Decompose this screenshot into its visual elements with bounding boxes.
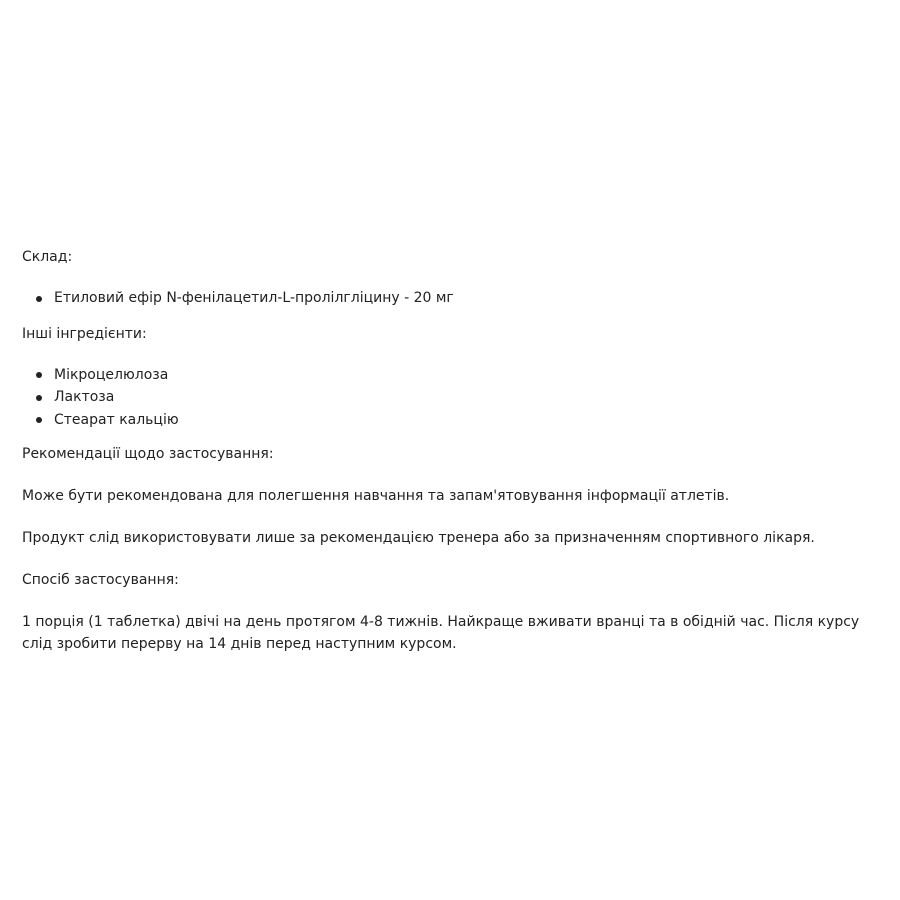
ingredient-label: Мікроцелюлоза [54, 366, 169, 383]
list-item [54, 409, 878, 432]
other-ingredients-list [22, 364, 878, 432]
usage-heading: Спосіб застосування: [22, 572, 179, 588]
product-description [22, 246, 878, 655]
ingredient-label: Стеарат кальцію [54, 411, 179, 428]
list-item [54, 386, 878, 409]
usage-paragraph: 1 порція (1 таблетка) двічі на день протягом 4-8 тижнів. Найкраще вживати вранці та в обідній час. Після курсу слід зробити перерву на 14 днів перед наступним курсом. [22, 614, 860, 652]
other-ingredients-heading: Інші інгредієнти: [22, 325, 147, 342]
recommendations-heading: Рекомендації щодо застосування: [22, 446, 274, 462]
recommendations-paragraph: Може бути рекомендована для полегшення навчання та запам'ятовування інформації атлетів. [22, 488, 730, 504]
composition-heading: Склад: [22, 249, 73, 265]
list-item [54, 287, 878, 310]
recommendations-paragraph: Продукт слід використовувати лише за рекомендацією тренера або за призначенням спортивного лікаря. [22, 530, 815, 546]
ingredient-label: Лактоза [54, 389, 115, 405]
list-item [54, 364, 878, 387]
composition-item-label: Етиловий ефір N-фенілацетил-L-пролілгліцину - 20 мг [54, 290, 454, 306]
composition-list [22, 287, 878, 310]
